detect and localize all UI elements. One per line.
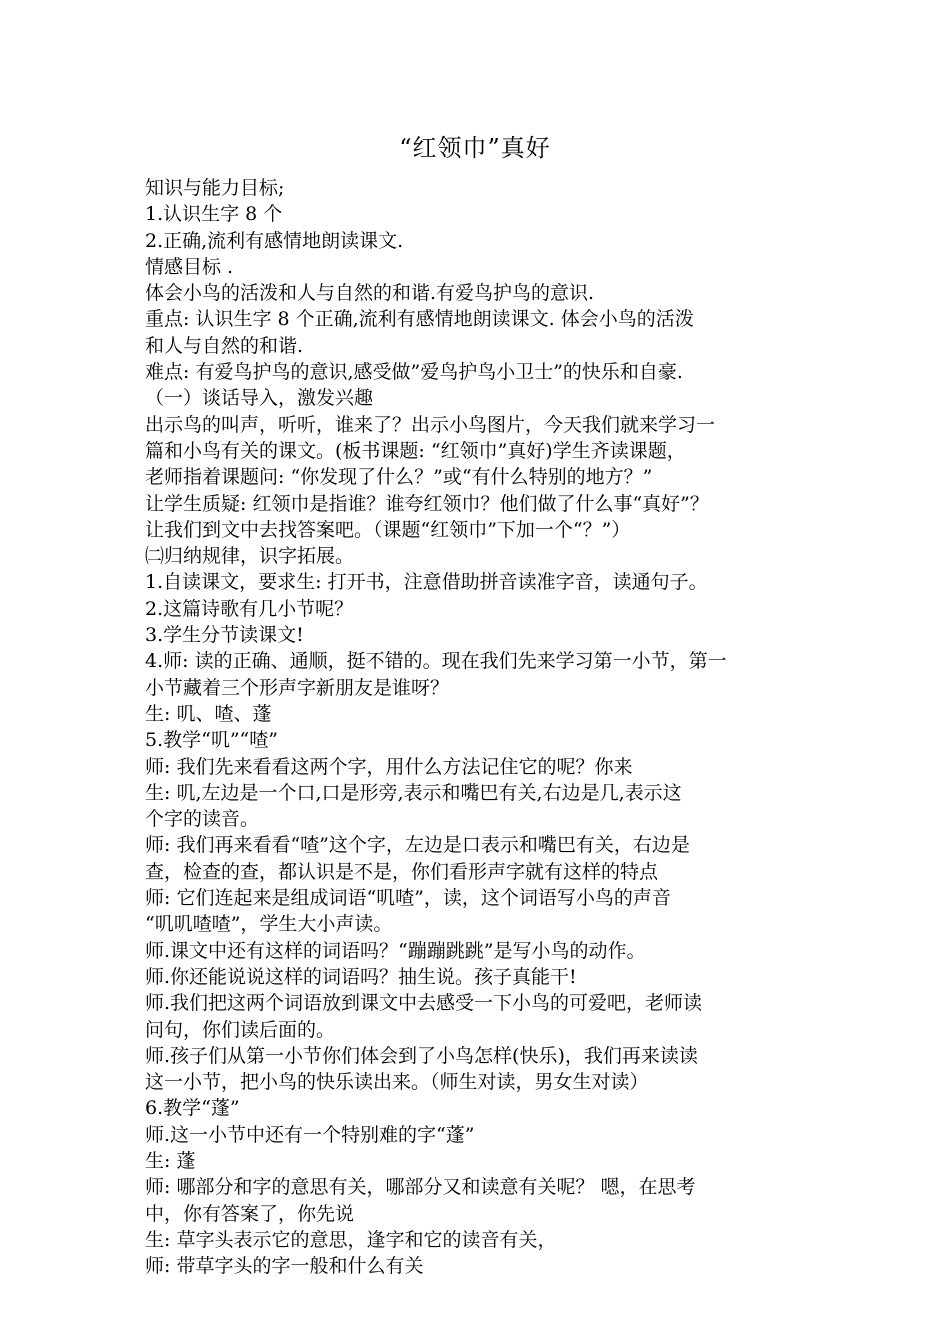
text-line: 师.我们把这两个词语放到课文中去感受一下小鸟的可爱吧，老师读: [145, 992, 703, 1015]
text-line: 这一小节，把小鸟的快乐读出来。（师生对读，男女生对读）: [145, 1071, 649, 1094]
text-line: 出示鸟的叫声，听听，谁来了？出示小鸟图片，今天我们就来学习一: [145, 413, 716, 436]
text-line: 师.孩子们从第一小节你们体会到了小鸟怎样(快乐)，我们再来读读: [145, 1044, 698, 1067]
text-line: 1.认识生字 8 个: [145, 203, 283, 226]
text-line: 师.这一小节中还有一个特别难的字“蓬”: [145, 1123, 475, 1146]
text-line: 3.学生分节读课文!: [145, 624, 304, 647]
text-line: 5.教学“叽”“喳”: [145, 729, 278, 752]
text-line: 生: 叽、喳、蓬: [145, 702, 272, 725]
text-line: 重点: 认识生字 8 个正确,流利有感情地朗读课文. 体会小鸟的活泼: [145, 308, 694, 331]
text-line: 2.这篇诗歌有几小节呢？: [145, 597, 354, 620]
text-line: 查，检查的查，都认识是不是，你们看形声字就有这样的特点: [145, 860, 659, 883]
text-line: 生: 草字头表示它的意思，逢字和它的读音有关，: [145, 1228, 557, 1251]
text-line: 知识与能力目标;: [145, 177, 285, 199]
text-line: 情感目标 .: [145, 255, 234, 278]
document-body: [145, 175, 825, 1279]
text-line: “叽叽喳喳”，学生大小声读。: [145, 913, 393, 936]
text-line: （一）谈话导入，激发兴趣: [145, 387, 374, 410]
text-line: 中，你有答案了，你先说: [145, 1202, 355, 1225]
text-line: 让学生质疑: 红领巾是指谁？谁夸红领巾？他们做了什么事“真好”？: [145, 492, 709, 515]
text-line: 问句，你们读后面的。: [145, 1018, 336, 1041]
text-line: 2.正确,流利有感情地朗读课文.: [145, 229, 404, 252]
text-line: 师: 哪部分和字的意思有关，哪部分又和读意有关呢？ 嗯，在思考: [145, 1176, 696, 1199]
text-line: 师: 我们先来看看这两个字，用什么方法记住它的呢？你来: [145, 755, 633, 778]
text-line: 4.师: 读的正确、通顺，挺不错的。现在我们先来学习第一小节，第一: [145, 650, 727, 673]
text-line: 6.教学“蓬”: [145, 1097, 240, 1120]
text-line: 师: 它们连起来是组成词语“叽喳”，读，这个词语写小鸟的声音: [145, 887, 671, 910]
text-line: 个字的读音。: [145, 808, 260, 831]
text-line: 生: 叽,左边是一个口,口是形旁,表示和嘴巴有关,右边是几,表示这: [145, 781, 682, 804]
text-line: 生: 蓬: [145, 1149, 196, 1172]
document-title: “红领巾”真好: [399, 134, 551, 162]
text-line: 老师指着课题问: “你发现了什么？”或“有什么特别的地方？”: [145, 466, 653, 489]
text-line: 师.你还能说说这样的词语吗？抽生说。孩子真能干!: [145, 965, 577, 988]
text-line: 小节藏着三个形声字新朋友是谁呀？: [145, 676, 450, 699]
text-line: 让我们到文中去找答案吧。（课题“红领巾”下加一个“？”）: [145, 518, 631, 541]
text-line: 师.课文中还有这样的词语吗？“蹦蹦跳跳”是写小鸟的动作。: [145, 939, 646, 962]
text-line: 体会小鸟的活泼和人与自然的和谐.有爱鸟护鸟的意识.: [145, 282, 595, 305]
text-line: 篇和小鸟有关的课文。(板书课题: “红领巾”真好)学生齐读课题，: [145, 439, 686, 462]
text-line: ㈡归纳规律，识字拓展。: [145, 545, 355, 568]
text-line: 师: 我们再来看看“喳”这个字，左边是口表示和嘴巴有关，右边是: [145, 834, 690, 857]
text-line: 和人与自然的和谐.: [145, 334, 304, 357]
text-line: 师: 带草字头的字一般和什么有关: [145, 1255, 424, 1278]
text-line: 难点: 有爱鸟护鸟的意识,感受做”爱鸟护鸟小卫士”的快乐和自豪.: [145, 361, 683, 384]
text-line: 1.自读课文，要求生: 打开书，注意借助拼音读准字音，读通句子。: [145, 571, 708, 594]
